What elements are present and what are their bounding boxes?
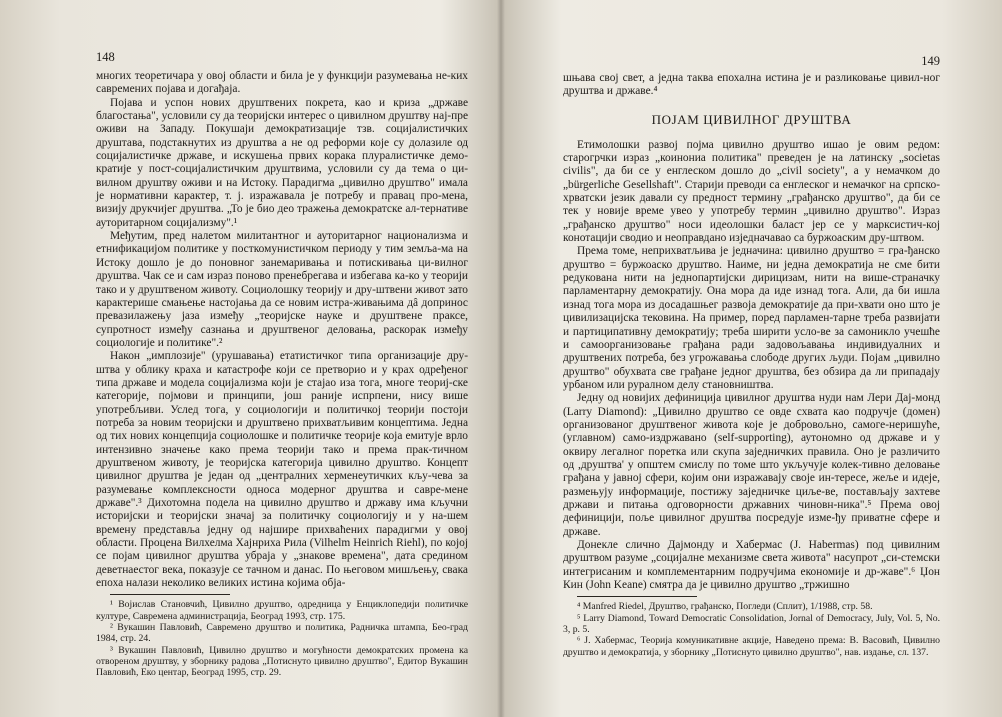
paragraph: Након „имплозије" (урушавања) етатистичког типа организације дру-штва у облику краха и катастрофе који се претворио и у крах одређеног типа државе и модела социјализма који је стајао иза тога, многе теориј-ске категорије, појмови и принципи, још раније испрпени, нису више употребљиви. Услед тога, у социологији и политичкој теорији постоји потреба за новим теоријски и друштвено прихватљивим концептима. Једна од тих нових концепција социолошке и политичке теорије која емитује врло интензивно значење како према теорији тако и према прак-тичном друштвеном животу, је теоријска категорија цивилно друштво. Концепт цивилног друштва је један од „централних херменеутичких кљу-чева за разумевање комплексности односа модерног друштва и савре-мене државе".³ Дихотомна подела на цивилно друштво и државу има кључни историјски и теоријски значај за политичку социологију и у на-шем времену представља једну од најшире прихваћених парадигми у овој области. Процена Вилхелма Хајнриха Рила (Vilhelm Heinrich Riehl), по којој се појам цивилног друштва убраја у „знакове времена", дата средином деветнаестог века, показује се тачном и данас. По његовом мишљењу, свака епоха налази неколико великих истина којима обја- [96,350,468,590]
page-number-right: 149 [921,54,940,68]
footnote-divider [577,596,697,597]
footnote: ¹ Војислав Становчић, Цивилно друштво, одредница у Енциклопедији политичке културе, Савремена администрација, Београд 1993, стр. 175. [96,599,468,622]
footnote-divider [110,594,230,595]
paragraph: шњава свој свет, а једна таква епохална истина је и разликовање цивил-ног друштва и државе.⁴ [563,72,940,98]
section-heading: ПОЈАМ ЦИВИЛНОГ ДРУШТВА [651,111,852,127]
paragraph: Једну од новијих дефиниција цивилног друштва нуди нам Лери Дај-монд (Larry Diamond): „Цивилно друштво се овде схвата као подручје (домен) организованог друштвеног живота које је добровољно, самоге-неришуће, (углавном) само-издржавано (self-supporting), аутономно од државе и у оквиру легалног поретка или скупа заједничких правила. Оно је различито од ,друштва' у општем смислу по томе што укључује колек-тивно деловање грађана у јавној сфери, којим они изражавају своје ин-тересе, жеље и идеје, размењују информације, постижу заједничке циље-ве, постављају захтеве држави и питања одговорности државних чиновн-ника".⁵ Према овој дефиницији, поље цивилног друштва посредује изме-ђу приватне сфере и државе. [563,392,940,538]
right-footnotes [563,601,940,657]
left-page-body [96,70,468,590]
paragraph: Према томе, неприхватљива је једначина: цивилно друштво = гра-ђанско друштво = буржоаско друштво. Наиме, ни једна демократија не сме бити редукована нити на једнопартијски дирицизам, нити на више-страначку парламентарну демократију. Она мора да иде изнад тога. Али, да би ишла изнад тога мора из досадашњег развоја демократије да при-хвати оно што је цивилизацијска тековина. На пример, поред парламен-тарне треба развијати и партиципативну демократију; треба ширити усло-ве за самоникло учешће и самоорганизовање грађана ради задовољавања индивидуалних и друштвених потреба, без угрожавања слободе других људи. Појам „цивилно друштво" обухвата све грађане једног друштва, без обзира да ли припадају урбаном или руралном делу становништва. [563,245,940,391]
footnote: ⁴ Manfred Riedel, Друштво, грађанско, Погледи (Сплит), 1/1988, стр. 58. [577,601,873,613]
footnote: ⁵ Larry Diamond, Toward Democratic Consolidation, Jornal of Democracy, July, Vol. 5, No. 3, p. 5. [563,612,940,635]
paragraph: Етимолошки развој појма цивилно друштво ишао је овим редом: старогрчки израз „коинониа политика" преведен је на латинску „societas civilis", да би се у енглеском дошло до „civil society", а у немачком до „bürgerliche Gesellshaft". Старији преводи са енглеског и немачког на српско-хрватски језик давали су предност термину „грађанско друштво", да би се тек у новије време увео у употребу термин „цивилно друштво". Израз „грађанско друштво" носи идеолошки баласт јер се у марксистич-кој конотацији сводио и неоправдано изједначавао са буржоаским дру-штвом. [563,138,940,245]
footnote: ² Вукашин Павловић, Савремено друштво и политика, Радничка штампа, Бео-град 1984, стр. 24. [96,622,468,645]
right-page-body [563,72,940,592]
left-footnotes [96,599,468,678]
footnote: ⁶ J. Хабермас, Теорија комуникативне акције, Наведено према: В. Васовић, Цивилно друштво и демократија, у зборнику „Потиснуто цивилно друштво", нав. издање, сл. 137. [563,635,940,658]
paragraph: Међутим, пред налетом милитантног и ауторитарног национализма и етнификацијом политике у посткомунистичком периоду у тим земља-ма на Истоку дошло је до поновног занемаривања и потискивања ци-вилног друштва. Чак се и сам израз поново пренебрегава и избегава ка-ко у теорији тако и у друштвеном животу. Социолошку теорију и дру-штвени живот зато карактерише смањење настојања да се новим истра-живањима дâ допринос превазилажењу јаза између „теоријске науке и друштвене праксе, супротност између сазнања и друштвеног деловања, раскорак између социологије и политике".² [96,230,468,349]
paragraph: Појава и успон нових друштвених покрета, као и криза „државе благостања", условили су да теоријски интерес о цивилном друштву нај-пре оживи на Западу. Покушаји демократизације тзв. социјалистичких друштава, подстакнутих из друштва а не од реформи које су долазиле од социјалистичке државе, и искушења првих корака плуралистичке демо-кратије у пост-социјалистичким друштвима, условили су да тема о ци-вилном друштву оживи и на Истоку. Парадигма „цивилно друштво" имала је нормативни карактер, т. ј. изражавала је потребу и правац про-мена, визију друкчијег друштва. „То је био део тражења демократске ал-тернативе ауторитарном социјализму".¹ [96,96,468,229]
footnote: ³ Вукашин Павловић, Цивилно друштво и могућности демократских промена ка отвореном друштву, у зборнику радова „Потиснуто цивилно друштво", Едитор Вукашин Павловић, Еко центар, Београд 1995, стр. 29. [96,644,468,679]
page-number-left: 148 [96,50,115,64]
right-page [502,0,1002,717]
paragraph: многих теоретичара у овој области и била је у функцији разумевања не-ких савремених појава и догађаја. [96,70,468,96]
paragraph: Донекле слично Дајмонду и Хабермас (J. Habermas) под цивилним друштвом разуме „социјалне механизме света живота" насупрот „си-стемски интегрисаним и комплементарним подручјима економије и др-жаве".⁶ Џон Кин (John Keane) смятра да је цивилно друштво „тржишно [563,539,940,592]
left-page [0,0,500,717]
